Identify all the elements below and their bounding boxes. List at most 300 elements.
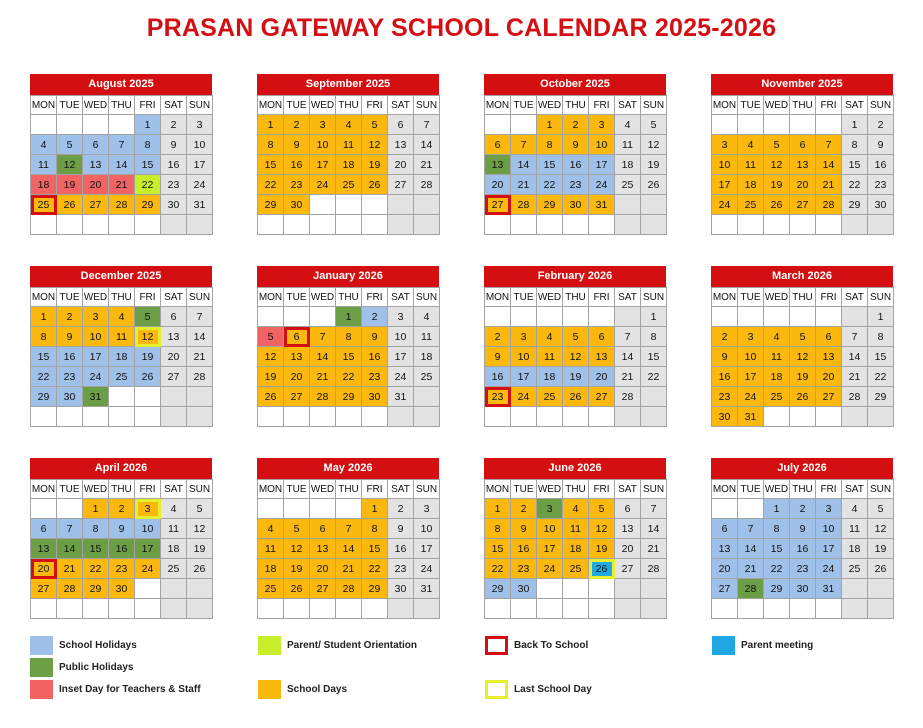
day-cell: 22 <box>537 175 563 195</box>
weekday-label: TUE <box>284 96 310 115</box>
day-cell: 31 <box>388 387 414 407</box>
day-cell: 8 <box>362 519 388 539</box>
day-cell: 12 <box>563 347 589 367</box>
weekday-label: WED <box>537 480 563 499</box>
day-cell: 8 <box>336 327 362 347</box>
day-cell: 24 <box>511 387 537 407</box>
day-cell: 7 <box>109 135 135 155</box>
day-cell: 1 <box>764 499 790 519</box>
day-cell: 8 <box>83 519 109 539</box>
day-cell: 27 <box>388 175 414 195</box>
day-cell: 26 <box>764 195 790 215</box>
day-cell: 13 <box>712 539 738 559</box>
empty-cell <box>362 215 388 235</box>
weekday-label: WED <box>764 288 790 307</box>
day-cell: 6 <box>83 135 109 155</box>
day-cell: 21 <box>414 155 440 175</box>
legend-item <box>485 636 588 655</box>
day-cell: 3 <box>388 307 414 327</box>
day-cell: 8 <box>135 135 161 155</box>
empty-cell <box>738 599 764 619</box>
month-table <box>257 479 440 619</box>
day-cell: 28 <box>187 367 213 387</box>
day-cell: 19 <box>868 539 894 559</box>
empty-cell <box>790 215 816 235</box>
day-cell: 21 <box>511 175 537 195</box>
empty-cell <box>187 387 213 407</box>
empty-cell <box>258 215 284 235</box>
empty-cell <box>31 215 57 235</box>
day-cell: 15 <box>336 347 362 367</box>
day-cell: 12 <box>868 519 894 539</box>
day-cell: 17 <box>187 155 213 175</box>
legend-swatch <box>30 680 53 699</box>
empty-cell <box>842 599 868 619</box>
day-cell: 29 <box>258 195 284 215</box>
day-cell: 13 <box>310 539 336 559</box>
empty-cell <box>388 215 414 235</box>
day-cell: 15 <box>135 155 161 175</box>
empty-cell <box>362 599 388 619</box>
month-january-2026 <box>257 266 439 427</box>
day-cell: 13 <box>83 155 109 175</box>
day-cell: 24 <box>414 559 440 579</box>
day-cell: 22 <box>336 367 362 387</box>
month-header: May 2026 <box>257 458 439 479</box>
day-cell: 9 <box>388 519 414 539</box>
day-cell: 28 <box>641 559 667 579</box>
day-cell: 2 <box>712 327 738 347</box>
empty-cell <box>738 499 764 519</box>
day-cell: 25 <box>109 367 135 387</box>
weekday-label: SAT <box>161 288 187 307</box>
empty-cell <box>790 599 816 619</box>
empty-cell <box>284 307 310 327</box>
legend-item <box>30 658 133 677</box>
day-cell: 10 <box>414 519 440 539</box>
day-cell: 17 <box>83 347 109 367</box>
weekday-label: SUN <box>641 288 667 307</box>
weekday-label: THU <box>563 480 589 499</box>
day-cell: 8 <box>641 327 667 347</box>
empty-cell <box>83 115 109 135</box>
day-cell: 4 <box>161 499 187 519</box>
day-cell: 6 <box>615 499 641 519</box>
day-cell: 9 <box>362 327 388 347</box>
weekday-label: MON <box>31 288 57 307</box>
day-cell: 30 <box>712 407 738 427</box>
day-cell: 17 <box>135 539 161 559</box>
day-cell: 8 <box>258 135 284 155</box>
month-table <box>30 287 213 427</box>
empty-cell <box>109 387 135 407</box>
day-cell: 25 <box>563 559 589 579</box>
day-cell: 30 <box>362 387 388 407</box>
weekday-label: SUN <box>868 96 894 115</box>
day-cell: 11 <box>161 519 187 539</box>
empty-cell <box>485 407 511 427</box>
empty-cell <box>161 579 187 599</box>
day-cell: 7 <box>511 135 537 155</box>
weekday-label: FRI <box>816 480 842 499</box>
day-cell: 16 <box>712 367 738 387</box>
day-cell: 15 <box>485 539 511 559</box>
empty-cell <box>764 115 790 135</box>
weekday-label: THU <box>109 288 135 307</box>
page-title: PRASAN GATEWAY SCHOOL CALENDAR 2025-2026 <box>146 14 777 42</box>
day-cell: 14 <box>615 347 641 367</box>
weekday-label: FRI <box>135 96 161 115</box>
empty-cell <box>511 407 537 427</box>
empty-cell <box>641 579 667 599</box>
day-cell: 12 <box>57 155 83 175</box>
day-cell: 5 <box>187 499 213 519</box>
day-cell: 4 <box>414 307 440 327</box>
day-cell: 7 <box>57 519 83 539</box>
empty-cell <box>712 499 738 519</box>
day-cell: 9 <box>511 519 537 539</box>
day-cell: 6 <box>31 519 57 539</box>
day-cell: 16 <box>388 539 414 559</box>
day-cell: 2 <box>362 307 388 327</box>
day-cell: 28 <box>842 387 868 407</box>
empty-cell <box>258 407 284 427</box>
empty-cell <box>57 599 83 619</box>
day-cell: 24 <box>738 387 764 407</box>
weekday-label: SUN <box>868 480 894 499</box>
empty-cell <box>310 599 336 619</box>
legend-label: Public Holidays <box>59 662 134 673</box>
empty-cell <box>388 195 414 215</box>
day-cell: 21 <box>615 367 641 387</box>
day-cell: 31 <box>589 195 615 215</box>
empty-cell <box>83 599 109 619</box>
day-cell: 19 <box>764 175 790 195</box>
day-cell: 21 <box>109 175 135 195</box>
weekday-label: WED <box>83 288 109 307</box>
day-cell: 12 <box>135 327 161 347</box>
weekday-label: WED <box>764 96 790 115</box>
day-cell: 27 <box>161 367 187 387</box>
day-cell: 31 <box>738 407 764 427</box>
weekday-label: SUN <box>641 480 667 499</box>
month-june-2026 <box>484 458 666 619</box>
day-cell: 16 <box>790 539 816 559</box>
day-cell: 5 <box>258 327 284 347</box>
weekday-label: TUE <box>738 288 764 307</box>
day-cell: 27 <box>284 387 310 407</box>
day-cell: 14 <box>641 519 667 539</box>
empty-cell <box>589 599 615 619</box>
day-cell: 20 <box>712 559 738 579</box>
weekday-label: MON <box>31 96 57 115</box>
day-cell: 30 <box>57 387 83 407</box>
day-cell: 7 <box>615 327 641 347</box>
day-cell: 8 <box>31 327 57 347</box>
day-cell: 16 <box>868 155 894 175</box>
day-cell: 8 <box>485 519 511 539</box>
day-cell: 14 <box>738 539 764 559</box>
day-cell: 8 <box>537 135 563 155</box>
day-cell: 22 <box>868 367 894 387</box>
day-cell: 23 <box>868 175 894 195</box>
empty-cell <box>485 599 511 619</box>
day-cell: 23 <box>161 175 187 195</box>
empty-cell <box>764 307 790 327</box>
empty-cell <box>764 407 790 427</box>
day-cell: 10 <box>511 347 537 367</box>
day-cell: 1 <box>485 499 511 519</box>
day-cell: 29 <box>31 387 57 407</box>
weekday-label: SAT <box>842 288 868 307</box>
day-cell: 26 <box>57 195 83 215</box>
day-cell: 13 <box>31 539 57 559</box>
day-cell: 24 <box>816 559 842 579</box>
day-cell: 16 <box>563 155 589 175</box>
legend-item <box>30 680 201 699</box>
day-cell: 15 <box>537 155 563 175</box>
empty-cell <box>83 215 109 235</box>
empty-cell <box>641 599 667 619</box>
day-cell: 5 <box>641 115 667 135</box>
day-cell: 15 <box>868 347 894 367</box>
empty-cell <box>641 387 667 407</box>
day-cell: 10 <box>589 135 615 155</box>
day-cell: 28 <box>336 579 362 599</box>
weekday-label: SAT <box>388 288 414 307</box>
day-cell: 22 <box>362 559 388 579</box>
day-cell: 17 <box>414 539 440 559</box>
day-cell: 26 <box>135 367 161 387</box>
day-cell: 18 <box>764 367 790 387</box>
empty-cell <box>161 215 187 235</box>
empty-cell <box>589 579 615 599</box>
day-cell: 4 <box>537 327 563 347</box>
day-cell: 27 <box>816 387 842 407</box>
empty-cell <box>284 499 310 519</box>
day-cell: 15 <box>362 539 388 559</box>
day-cell: 6 <box>589 327 615 347</box>
legend-swatch <box>258 680 281 699</box>
day-cell: 22 <box>842 175 868 195</box>
day-cell: 30 <box>388 579 414 599</box>
empty-cell <box>485 307 511 327</box>
day-cell: 19 <box>57 175 83 195</box>
day-cell: 16 <box>161 155 187 175</box>
weekday-label: FRI <box>589 480 615 499</box>
day-cell: 7 <box>336 519 362 539</box>
empty-cell <box>362 407 388 427</box>
weekday-label: SAT <box>161 480 187 499</box>
day-cell: 26 <box>362 175 388 195</box>
empty-cell <box>187 579 213 599</box>
day-cell: 25 <box>31 195 57 215</box>
empty-cell <box>842 579 868 599</box>
empty-cell <box>868 579 894 599</box>
day-cell: 11 <box>764 347 790 367</box>
day-cell: 31 <box>414 579 440 599</box>
day-cell: 11 <box>414 327 440 347</box>
day-cell: 15 <box>83 539 109 559</box>
legend-swatch <box>485 636 508 655</box>
day-cell: 19 <box>135 347 161 367</box>
empty-cell <box>57 215 83 235</box>
day-cell: 13 <box>790 155 816 175</box>
day-cell: 9 <box>485 347 511 367</box>
day-cell: 4 <box>615 115 641 135</box>
day-cell: 2 <box>868 115 894 135</box>
month-header: June 2026 <box>484 458 666 479</box>
day-cell: 25 <box>738 195 764 215</box>
day-cell: 16 <box>284 155 310 175</box>
empty-cell <box>187 215 213 235</box>
day-cell: 16 <box>511 539 537 559</box>
month-november-2025 <box>711 74 893 235</box>
day-cell: 25 <box>258 579 284 599</box>
empty-cell <box>712 599 738 619</box>
empty-cell <box>310 499 336 519</box>
day-cell: 10 <box>738 347 764 367</box>
day-cell: 20 <box>485 175 511 195</box>
legend-label: Last School Day <box>514 684 592 695</box>
weekday-label: MON <box>712 288 738 307</box>
day-cell: 26 <box>589 559 615 579</box>
day-cell: 12 <box>641 135 667 155</box>
month-header: September 2025 <box>257 74 439 95</box>
empty-cell <box>414 195 440 215</box>
day-cell: 29 <box>485 579 511 599</box>
day-cell: 19 <box>187 539 213 559</box>
day-cell: 25 <box>842 559 868 579</box>
day-cell: 15 <box>258 155 284 175</box>
day-cell: 27 <box>83 195 109 215</box>
empty-cell <box>135 407 161 427</box>
empty-cell <box>537 215 563 235</box>
day-cell: 28 <box>615 387 641 407</box>
day-cell: 1 <box>868 307 894 327</box>
day-cell: 25 <box>615 175 641 195</box>
day-cell: 3 <box>310 115 336 135</box>
weekday-label: FRI <box>362 96 388 115</box>
day-cell: 7 <box>816 135 842 155</box>
empty-cell <box>388 407 414 427</box>
day-cell: 24 <box>83 367 109 387</box>
day-cell: 2 <box>284 115 310 135</box>
day-cell: 4 <box>258 519 284 539</box>
day-cell: 5 <box>868 499 894 519</box>
day-cell: 29 <box>336 387 362 407</box>
day-cell: 6 <box>388 115 414 135</box>
legend-item <box>712 636 813 655</box>
day-cell: 2 <box>485 327 511 347</box>
day-cell: 31 <box>816 579 842 599</box>
empty-cell <box>414 215 440 235</box>
weekday-label: MON <box>258 288 284 307</box>
day-cell: 4 <box>842 499 868 519</box>
month-may-2026 <box>257 458 439 619</box>
empty-cell <box>738 215 764 235</box>
empty-cell <box>310 407 336 427</box>
day-cell: 9 <box>284 135 310 155</box>
empty-cell <box>712 307 738 327</box>
day-cell: 22 <box>485 559 511 579</box>
day-cell: 5 <box>362 115 388 135</box>
day-cell: 30 <box>511 579 537 599</box>
empty-cell <box>868 599 894 619</box>
day-cell: 28 <box>57 579 83 599</box>
day-cell: 25 <box>537 387 563 407</box>
day-cell: 14 <box>842 347 868 367</box>
day-cell: 6 <box>284 327 310 347</box>
month-table <box>257 95 440 235</box>
day-cell: 20 <box>589 367 615 387</box>
day-cell: 13 <box>388 135 414 155</box>
empty-cell <box>31 599 57 619</box>
day-cell: 30 <box>109 579 135 599</box>
empty-cell <box>258 599 284 619</box>
weekday-label: FRI <box>362 480 388 499</box>
weekday-label: TUE <box>738 96 764 115</box>
weekday-label: SUN <box>641 96 667 115</box>
empty-cell <box>336 195 362 215</box>
empty-cell <box>790 115 816 135</box>
weekday-label: THU <box>790 480 816 499</box>
empty-cell <box>615 215 641 235</box>
day-cell: 26 <box>563 387 589 407</box>
day-cell: 15 <box>31 347 57 367</box>
day-cell: 18 <box>31 175 57 195</box>
day-cell: 9 <box>109 519 135 539</box>
empty-cell <box>485 215 511 235</box>
month-august-2025 <box>30 74 212 235</box>
weekday-label: TUE <box>57 480 83 499</box>
weekday-label: TUE <box>284 480 310 499</box>
weekday-label: SAT <box>615 96 641 115</box>
day-cell: 16 <box>485 367 511 387</box>
day-cell: 21 <box>310 367 336 387</box>
day-cell: 16 <box>362 347 388 367</box>
month-header: April 2026 <box>30 458 212 479</box>
day-cell: 17 <box>388 347 414 367</box>
day-cell: 9 <box>868 135 894 155</box>
weekday-label: THU <box>563 96 589 115</box>
day-cell: 24 <box>187 175 213 195</box>
weekday-label: MON <box>485 288 511 307</box>
day-cell: 2 <box>790 499 816 519</box>
day-cell: 23 <box>790 559 816 579</box>
day-cell: 31 <box>187 195 213 215</box>
weekday-label: THU <box>790 288 816 307</box>
day-cell: 3 <box>712 135 738 155</box>
weekday-label: THU <box>109 480 135 499</box>
empty-cell <box>284 407 310 427</box>
day-cell: 14 <box>336 539 362 559</box>
empty-cell <box>31 499 57 519</box>
weekday-label: SUN <box>187 288 213 307</box>
legend-label: School Holidays <box>59 640 137 651</box>
day-cell: 25 <box>336 175 362 195</box>
weekday-label: WED <box>310 96 336 115</box>
day-cell: 15 <box>842 155 868 175</box>
empty-cell <box>284 215 310 235</box>
day-cell: 13 <box>485 155 511 175</box>
empty-cell <box>615 195 641 215</box>
month-header: February 2026 <box>484 266 666 287</box>
empty-cell <box>31 407 57 427</box>
month-table <box>484 479 667 619</box>
empty-cell <box>615 407 641 427</box>
month-july-2026 <box>711 458 893 619</box>
